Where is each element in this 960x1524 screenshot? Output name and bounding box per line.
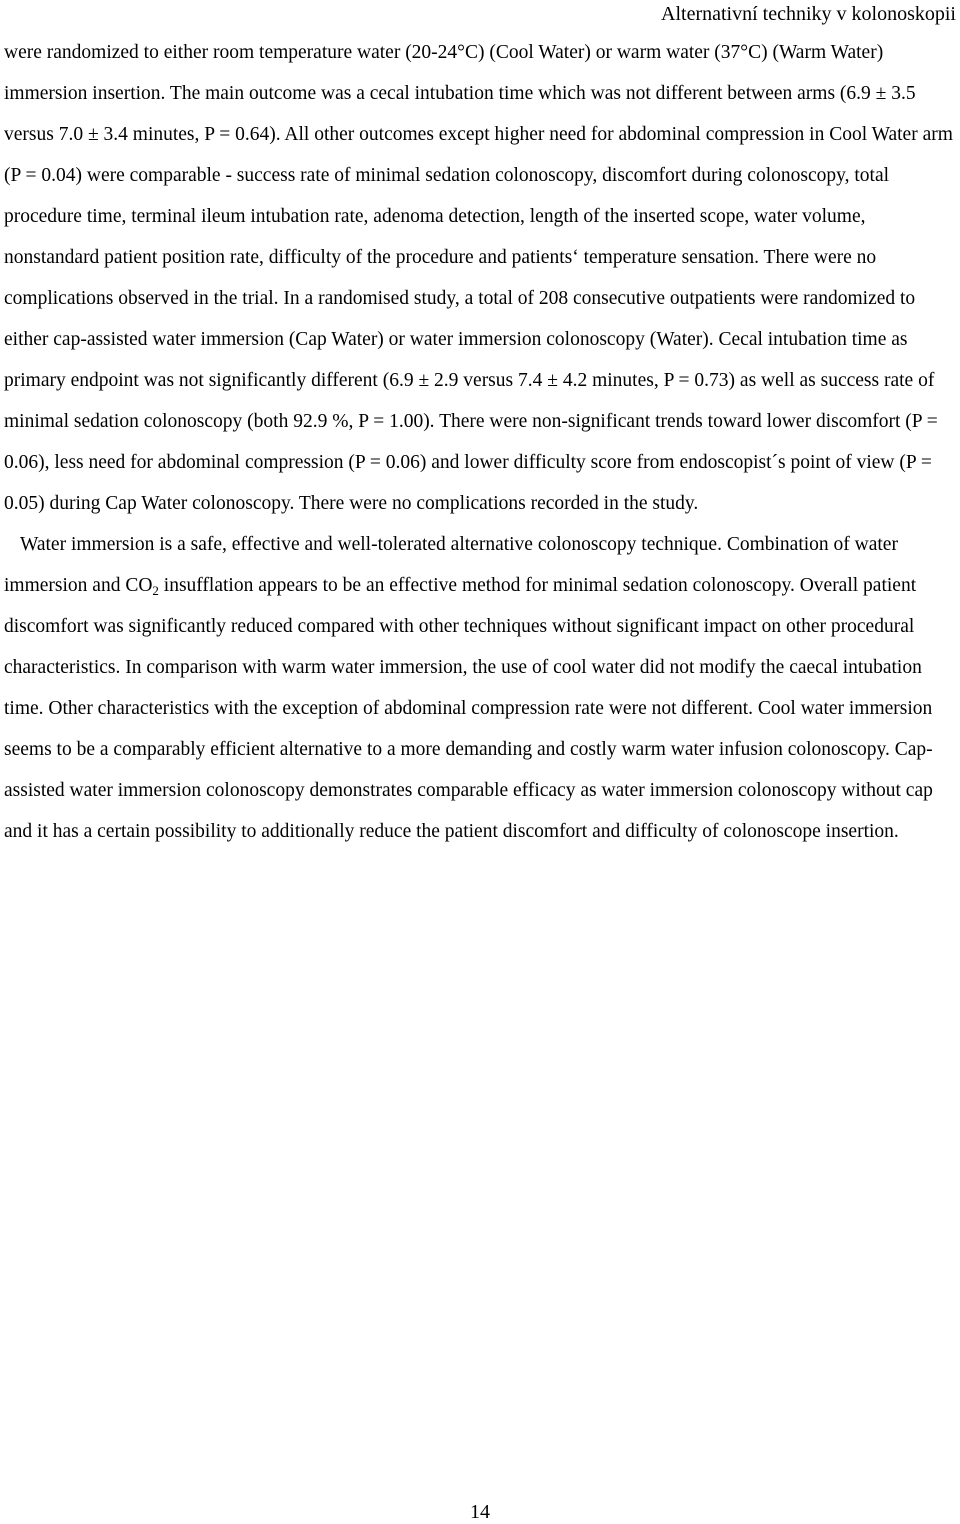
co2-subscript: 2 xyxy=(152,583,159,598)
body-text xyxy=(4,32,954,852)
paragraph-conclusion-text-end: insufflation appears to be an effective method for minimal sedation colonoscopy. Overall patient discomfort was significantly reduced compared with other techniques without significant impact on other procedural characteristics. In comparison with warm water immersion, the use of cool water did not modify the caecal intubation time. Other characteristics with the exception of abdominal compression rate were not different. Cool water immersion seems to be a comparably efficient alternative to a more demanding and costly warm water infusion colonoscopy. Cap-assisted water immersion colonoscopy demonstrates comparable efficacy as water immersion colonoscopy without cap and it has a certain possibility to additionally reduce the patient discomfort and difficulty of colonoscope insertion. xyxy=(4,575,933,842)
paragraph-results: were randomized to either room temperature water (20-24°C) (Cool Water) or warm water (37°C) (Warm Water) immersion insertion. The main outcome was a cecal intubation time which was not different between arms (6.9 ± 3.5 versus 7.0 ± 3.4 minutes, P = 0.64). All other outcomes except higher need for abdominal compression in Cool Water arm (P = 0.04) were comparable - success rate of minimal sedation colonoscopy, discomfort during colonoscopy, total procedure time, terminal ileum intubation rate, adenoma detection, length of the inserted scope, water volume, nonstandard patient position rate, difficulty of the procedure and patients‘ temperature sensation. There were no complications observed in the trial. In a randomised study, a total of 208 consecutive outpatients were randomized to either cap-assisted water immersion (Cap Water) or water immersion colonoscopy (Water). Cecal intubation time as primary endpoint was not significantly different (6.9 ± 2.9 versus 7.4 ± 4.2 minutes, P = 0.73) as well as success rate of minimal sedation colonoscopy (both 92.9 %, P = 1.00). There were non-significant trends toward lower discomfort (P = 0.06), less need for abdominal compression (P = 0.06) and lower difficulty score from endoscopist´s point of view (P = 0.05) during Cap Water colonoscopy. There were no complications recorded in the study. xyxy=(4,42,953,514)
running-header: Alternativní techniky v kolonoskopii xyxy=(661,3,956,25)
paragraph-conclusion-text-start: Water immersion is a safe, effective and well-tolerated alternative colonoscopy technique. Combination of water immersion and CO xyxy=(4,534,898,596)
paragraph-conclusion xyxy=(4,524,954,852)
page-number: 14 xyxy=(470,1501,490,1523)
